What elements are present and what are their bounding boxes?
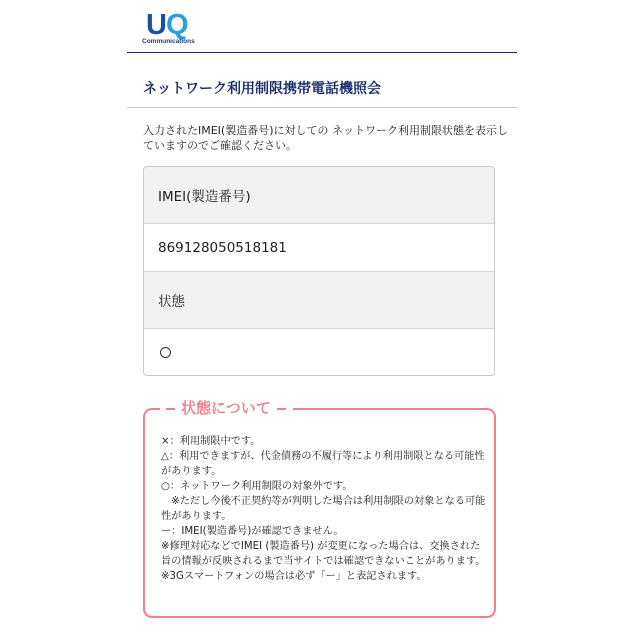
legend-title-dash-icon	[166, 408, 175, 410]
legend-note-repair: ※修理対応などでIMEI (製造番号) が変更になった場合は、交換された旨の情報が反映されるまで当サイトでは確認できないことがあります。	[161, 541, 486, 567]
header-divider	[127, 52, 517, 53]
legend-item-not-restricted: ○：ネットワーク利用制限の対象外です。	[161, 481, 353, 492]
logo-letter-u: U	[146, 9, 166, 41]
imei-value: 869128050518181	[158, 239, 287, 256]
page-description: 入力されたIMEI(製造番号)に対しての ネットワーク利用制限状態を表示していますのでご確認ください。	[143, 124, 509, 152]
legend-note-3g: ※3Gスマートフォンの場合は必ず「ー」と表記されます。	[161, 571, 427, 582]
title-divider	[127, 107, 517, 108]
status-legend-box	[143, 399, 496, 618]
logo-mark	[146, 8, 188, 42]
uq-communications-logo[interactable]	[142, 8, 212, 48]
legend-list	[161, 434, 486, 584]
status-label: 状態	[158, 294, 185, 310]
status-circle-icon	[160, 347, 171, 358]
legend-item-not-restricted-note: ※ただし今後不正契約等が判明した場合は利用制限の対象となる可能性があります。	[161, 496, 486, 522]
legend-title	[160, 398, 293, 418]
imei-label: IMEI(製造番号)	[158, 189, 251, 205]
imei-value-row	[144, 224, 494, 272]
logo-subtitle: Communications	[142, 38, 195, 45]
status-value-row	[144, 329, 494, 376]
legend-title-dash-icon	[277, 408, 286, 410]
legend-title-text: 状態について	[181, 399, 271, 417]
page-title: ネットワーク利用制限携帯電話機照会	[143, 81, 381, 97]
status-label-row	[144, 272, 494, 329]
legend-item-restricted: ×：利用制限中です。	[161, 436, 261, 447]
legend-item-possible-restriction: △：利用できますが、代金債務の不履行等により利用制限となる可能性があります。	[161, 451, 485, 477]
imei-result-table	[143, 166, 495, 376]
logo-letter-q: Q	[165, 9, 188, 41]
imei-label-row	[144, 167, 494, 224]
legend-item-unconfirmed: ー：IMEI(製造番号)が確認できません。	[161, 526, 344, 537]
